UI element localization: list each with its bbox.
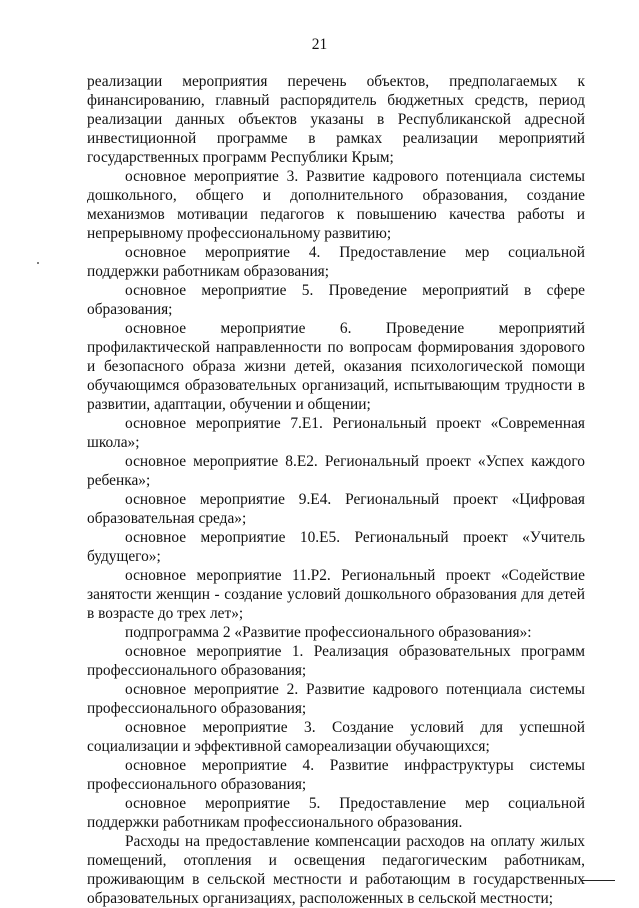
paragraph-4: основное мероприятие 5. Проведение мероприятий в сфере образования; (87, 282, 585, 318)
paragraph-1: реализации мероприятия перечень объектов, предполагаемых к финансированию, главный распорядитель бюджетных средств, период реализации данных объектов указаны в Республиканской адресной инвестиционной программе в рамках реализации мероприятий государственных программ Республики Крым; (87, 73, 585, 166)
paragraph-10: основное мероприятие 11.Р2. Региональный проект «Содействие занятости женщин - создание условий дошкольного образования для детей в возрасте до трех лет»; (87, 567, 585, 622)
paragraph-12: основное мероприятие 1. Реализация образовательных программ профессионального образования; (87, 643, 585, 679)
page-number: 21 (311, 36, 328, 53)
scan-speck (37, 262, 39, 264)
paragraph-9: основное мероприятие 10.Е5. Региональный проект «Учитель будущего»; (87, 529, 585, 565)
paragraph-6: основное мероприятие 7.Е1. Региональный проект «Современная школа»; (87, 415, 585, 451)
paragraph-15: основное мероприятие 4. Развитие инфраструктуры системы профессионального образования; (87, 757, 585, 793)
document-body (87, 72, 585, 908)
paragraph-8: основное мероприятие 9.Е4. Региональный проект «Цифровая образовательная среда»; (87, 491, 585, 527)
paragraph-2: основное мероприятие 3. Развитие кадрового потенциала системы дошкольного, общего и дополнительного образования, создание механизмов мотивации педагогов к повышению качества работы и непрерывному профессиональному развитию; (87, 168, 585, 242)
paragraph-11: подпрограмма 2 «Развитие профессионального образования»: (125, 624, 532, 641)
corner-mark (581, 880, 615, 881)
paragraph-16: основное мероприятие 5. Предоставление мер социальной поддержки работникам профессионального образования. (87, 795, 585, 831)
paragraph-5: основное мероприятие 6. Проведение мероприятий профилактической направленности по вопросам формирования здорового и безопасного образа жизни детей, оказания психологической помощи обучающимся образовательных организаций, испытывающим трудности в развитии, адаптации, обучении и общении; (87, 320, 585, 413)
paragraph-7: основное мероприятие 8.Е2. Региональный проект «Успех каждого ребенка»; (87, 453, 585, 489)
paragraph-3: основное мероприятие 4. Предоставление мер социальной поддержки работникам образования; (87, 244, 585, 280)
paragraph-13: основное мероприятие 2. Развитие кадрового потенциала системы профессионального образования; (87, 681, 585, 717)
paragraph-17: Расходы на предоставление компенсации расходов на оплату жилых помещений, отопления и освещения педагогическим работникам, проживающим в сельской местности и работающим в государственных образовательных организациях, расположенных в сельской местности; (87, 833, 585, 907)
paragraph-14: основное мероприятие 3. Создание условий для успешной социализации и эффективной самореализации обучающихся; (87, 719, 585, 755)
